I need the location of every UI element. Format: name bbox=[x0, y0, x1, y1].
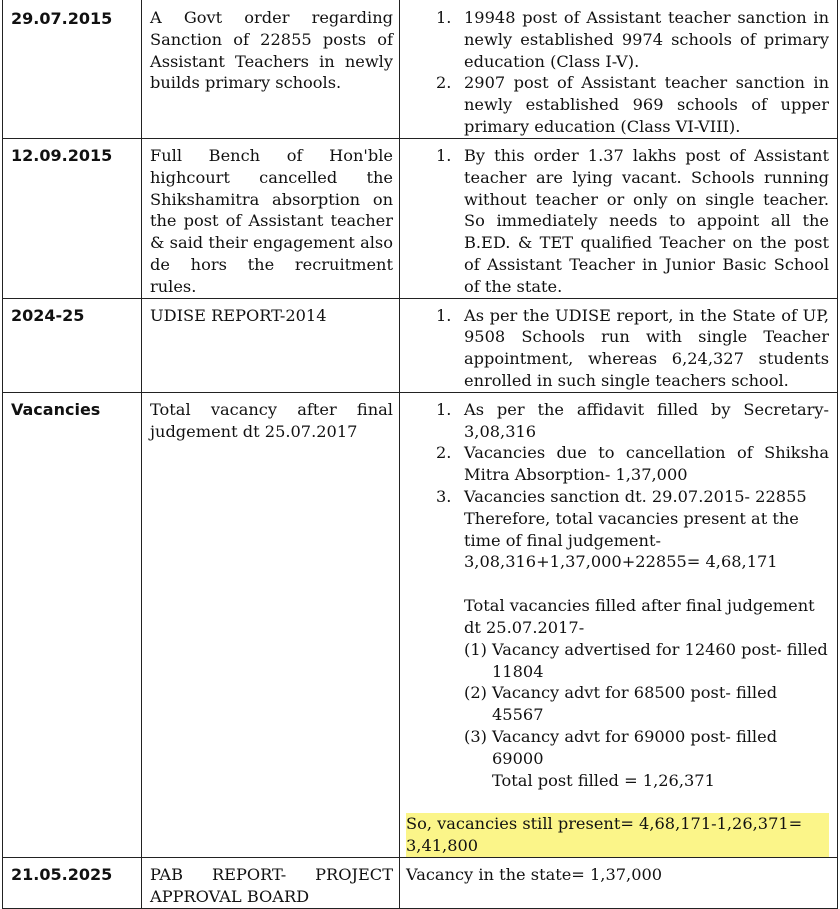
highlighted-conclusion: So, vacancies still present= 4,68,171-1,26,371= 3,41,800 bbox=[406, 813, 829, 857]
table-row bbox=[3, 392, 838, 857]
therefore-calculation: 3,08,316+1,37,000+22855= 4,68,171 bbox=[464, 552, 778, 572]
filled-item: (1) Vacancy advertised for 12460 post- filled 11804 bbox=[464, 639, 828, 681]
filled-list bbox=[406, 639, 829, 792]
subject-cell: Total vacancy after final judgement dt 25.07.2017 bbox=[142, 392, 400, 857]
list-item: 1. As per the affidavit filled by Secretary- 3,08,316 bbox=[436, 399, 829, 441]
details-cell bbox=[400, 298, 838, 392]
vacancy-table bbox=[2, 0, 838, 909]
list-item: 1. 19948 post of Assistant teacher sanction in newly established 9974 schools of primary education (Class I-V). bbox=[436, 8, 829, 71]
subject-cell: PAB REPORT- PROJECT APPROVAL BOARD bbox=[142, 857, 400, 908]
table-row bbox=[3, 0, 838, 139]
details-list bbox=[406, 145, 829, 298]
details-list bbox=[406, 399, 829, 508]
filled-item: (3) Vacancy advt for 69000 post- filled 69000 bbox=[464, 726, 778, 768]
date-cell: 29.07.2015 bbox=[3, 0, 142, 139]
table-row bbox=[3, 857, 838, 908]
subject-cell: UDISE REPORT-2014 bbox=[142, 298, 400, 392]
list-item: 2. 2907 post of Assistant teacher sanction in newly established 969 schools of upper primary education (Class VI-VIII). bbox=[436, 73, 829, 136]
date-cell: 2024-25 bbox=[3, 298, 142, 392]
total-filled: Total post filled = 1,26,371 bbox=[492, 770, 715, 790]
details-cell bbox=[400, 392, 838, 857]
subject-cell: Full Bench of Hon'ble highcourt cancelled the Shikshamitra absorption on the post of Assistant teacher & said their engagement also de hors the recruitment rules. bbox=[142, 139, 400, 299]
date-cell: 12.09.2015 bbox=[3, 139, 142, 299]
date-cell: 21.05.2025 bbox=[3, 857, 142, 908]
table-row bbox=[3, 298, 838, 392]
list-item: 3. Vacancies sanction dt. 29.07.2015- 22855 bbox=[436, 486, 807, 506]
table-row bbox=[3, 139, 838, 299]
details-cell bbox=[400, 139, 838, 299]
filled-item: (2) Vacancy advt for 68500 post- filled 45567 bbox=[464, 683, 778, 725]
details-list bbox=[406, 7, 829, 138]
details-cell bbox=[400, 0, 838, 139]
list-item: 2. Vacancies due to cancellation of Shiksha Mitra Absorption- 1,37,000 bbox=[436, 443, 829, 485]
details-list bbox=[406, 305, 829, 392]
therefore-text: Therefore, total vacancies present at the time of final judgement- bbox=[464, 508, 799, 550]
filled-heading: Total vacancies filled after final judgement dt 25.07.2017- bbox=[464, 596, 815, 637]
list-item: 1. As per the UDISE report, in the State of UP, 9508 Schools run with single Teacher appointment, whereas 6,24,327 students enrolled in such single teachers school. bbox=[436, 305, 829, 390]
list-item: 1. By this order 1.37 lakhs post of Assistant teacher are lying vacant. Schools running without teacher or only on single teacher. So immediately needs to appoint all the B.ED. & TET qualified Teacher on the post of Assistant Teacher in Junior Basic School of the state. bbox=[436, 146, 829, 296]
date-cell: Vacancies bbox=[3, 392, 142, 857]
subject-cell: A Govt order regarding Sanction of 22855 posts of Assistant Teachers in newly builds primary schools. bbox=[142, 0, 400, 139]
details-cell: Vacancy in the state= 1,37,000 bbox=[400, 857, 838, 908]
